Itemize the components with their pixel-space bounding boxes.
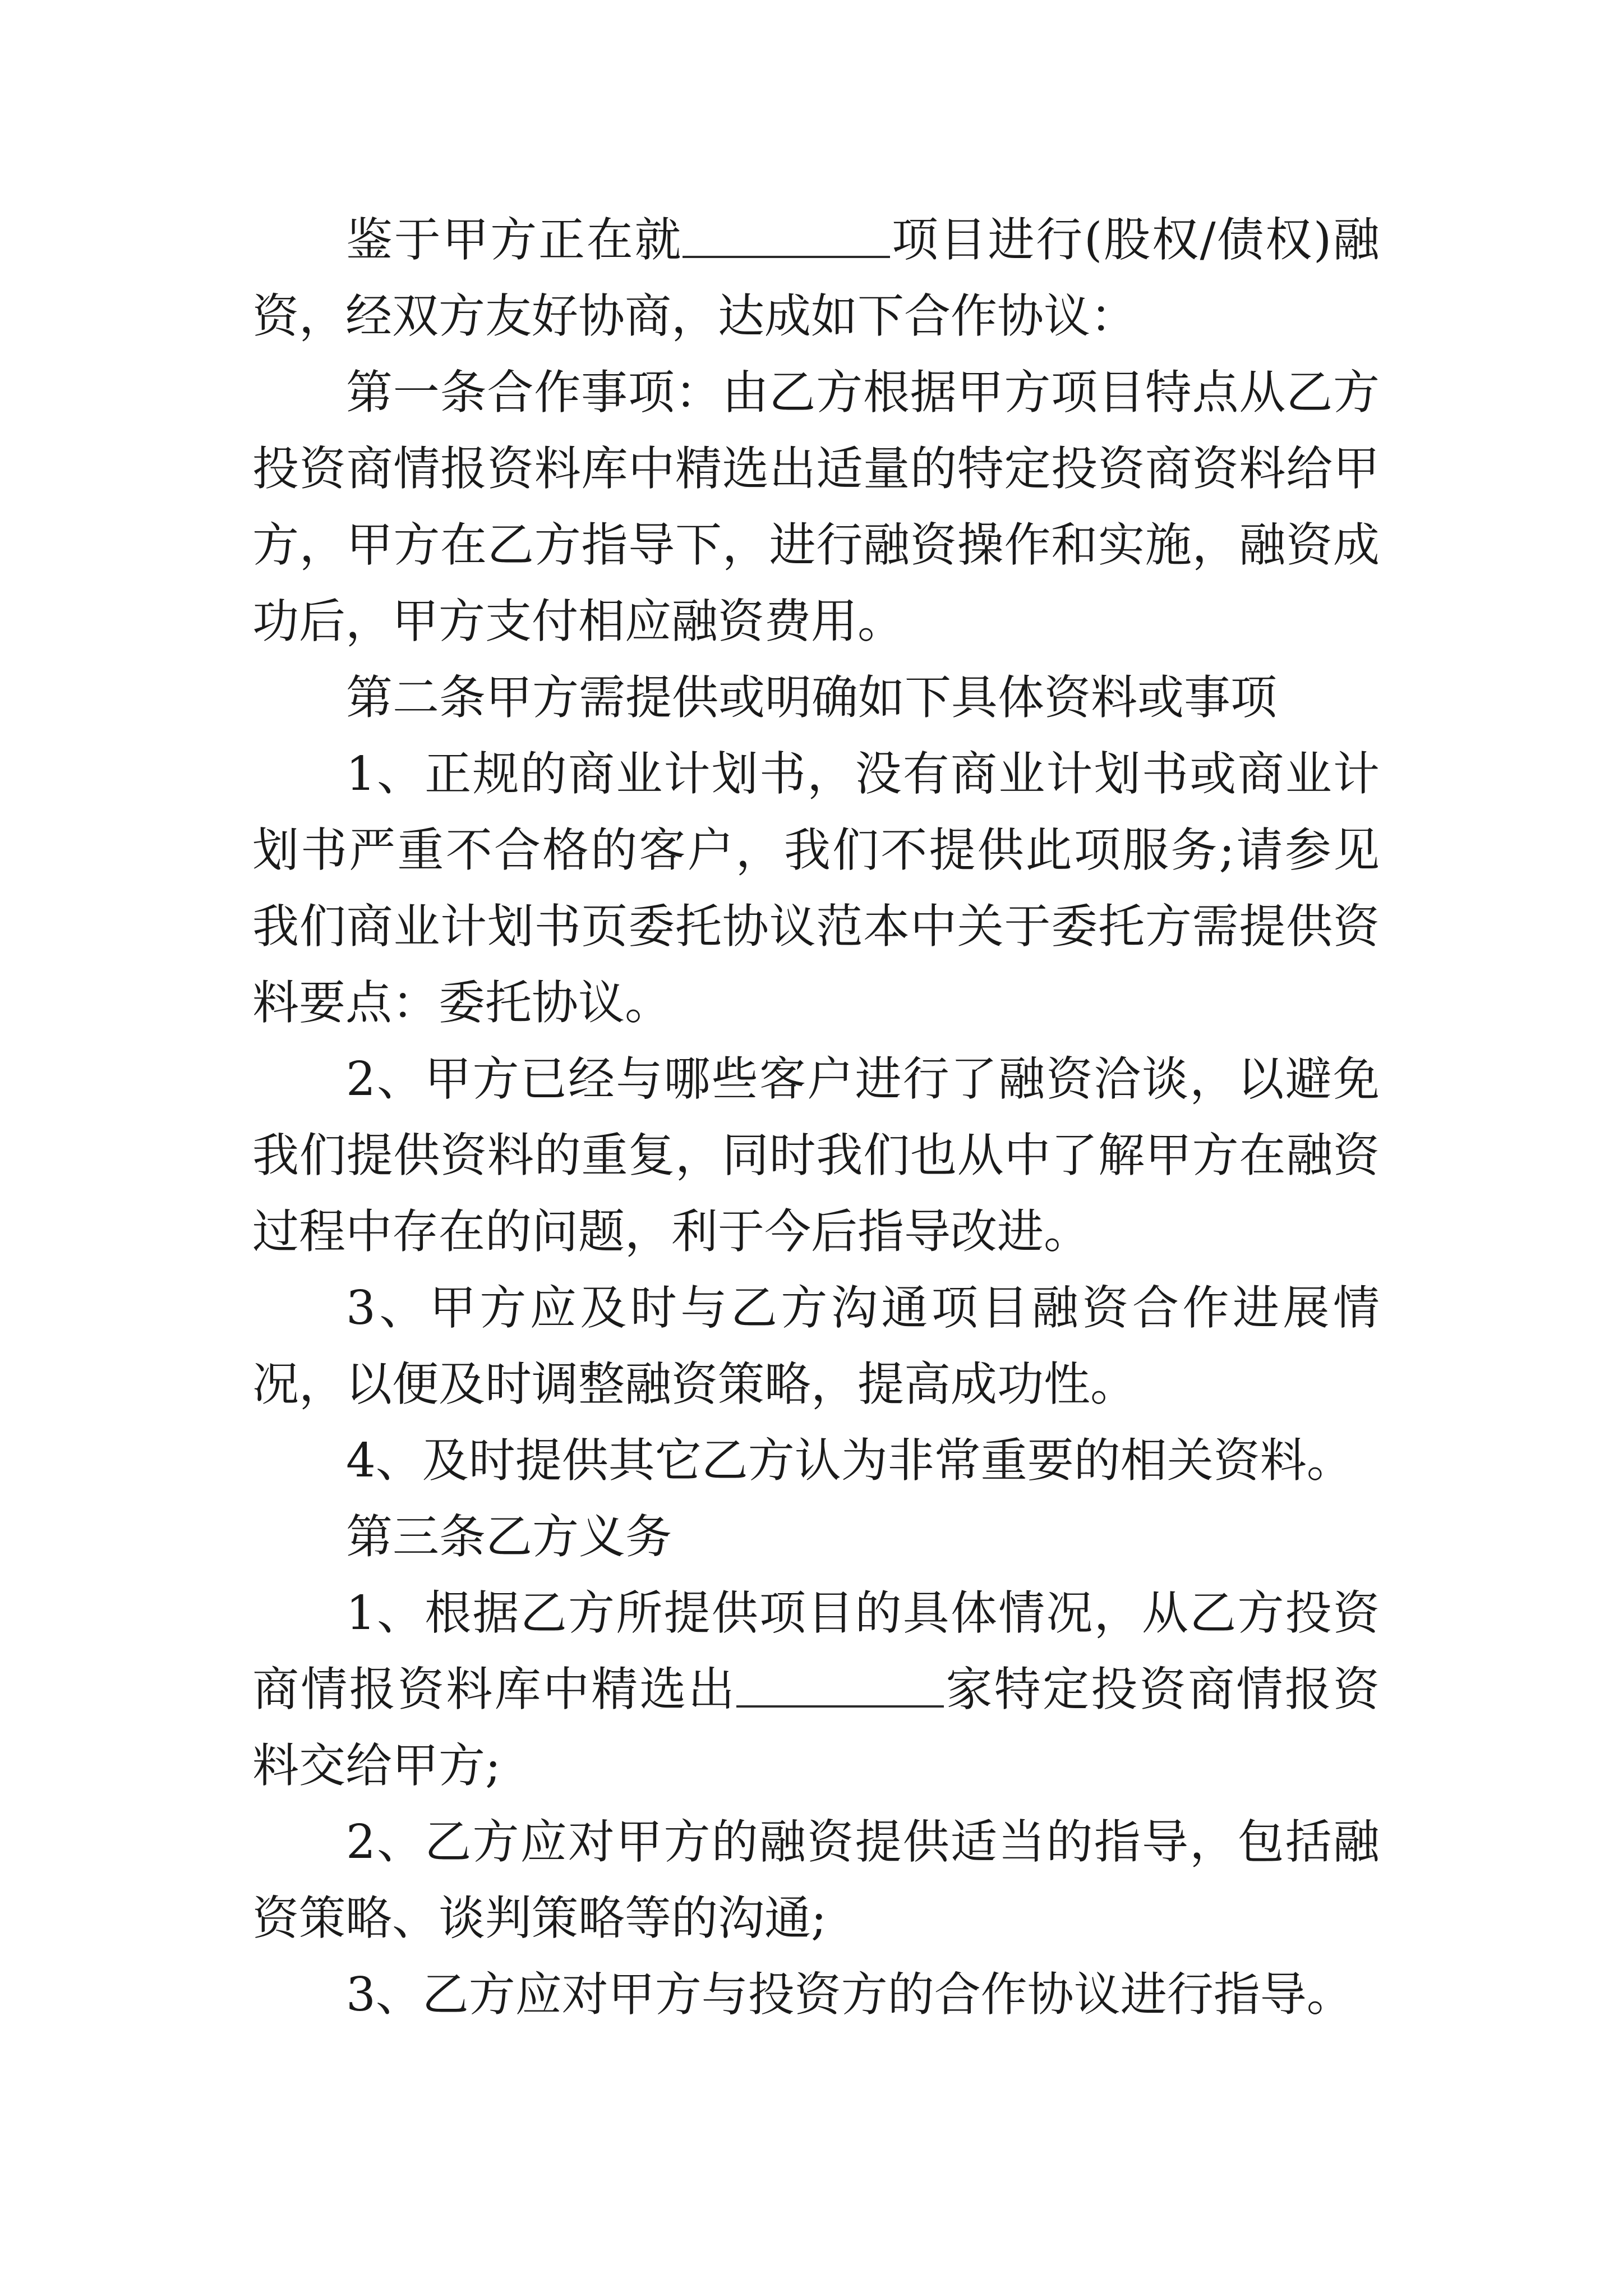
paragraph-article-2-item-3: 3、甲方应及时与乙方沟通项目融资合作进展情况，以便及时调整融资策略，提高成功性。: [252, 1281, 1380, 1411]
preamble-text-before: 鉴于甲方正在就: [346, 213, 683, 267]
paragraph-article-2-item-4: 4、及时提供其它乙方认为非常重要的相关资料。: [346, 1433, 1353, 1488]
paragraph-article-3-heading: 第三条乙方义务: [346, 1510, 672, 1564]
paragraph-article-2-item-2: 2、甲方已经与哪些客户进行了融资洽谈，以避免我们提供资料的重复，同时我们也从中了解甲方在融资过程中存在的问题，利于今后指导改进。: [252, 1052, 1380, 1259]
investor-count-blank: [736, 1660, 944, 1708]
paragraph-article-3-item-2: 2、乙方应对甲方的融资提供适当的指导，包括融资策略、谈判策略等的沟通;: [252, 1815, 1380, 1945]
paragraph-article-3-item-3: 3、乙方应对甲方与投资方的合作协议进行指导。: [346, 1967, 1353, 2022]
paragraph-article-3-item-1: [252, 1575, 1380, 1804]
paragraph-article-2-heading: 第二条甲方需提供或明确如下具体资料或事项: [346, 670, 1277, 725]
item-text-after: 家特定投资商情报资料交给甲方;: [252, 1662, 1380, 1793]
paragraph-preamble: [252, 202, 1380, 355]
item-text-before: 1、根据乙方所提供项目的具体情况，从乙方投资商情报资料库中精选出: [252, 1586, 1380, 1717]
paragraph-article-2-item-1: 1、正规的商业计划书，没有商业计划书或商业计划书严重不合格的客户，我们不提供此项服务;请参见我们商业计划书页委托协议范本中关于委托方需提供资料要点：委托协议。: [252, 747, 1380, 1030]
preamble-text-after: 项目进行(股权/债权)融资，经双方友好协商，达成如下合作协议：: [252, 213, 1380, 343]
document-body: [252, 202, 1380, 2033]
paragraph-article-1: 第一条合作事项：由乙方根据甲方项目特点从乙方投资商情报资料库中精选出适量的特定投资商资料给甲方，甲方在乙方指导下，进行融资操作和实施，融资成功后，甲方支付相应融资费用。: [252, 365, 1380, 648]
project-name-blank: [683, 211, 890, 258]
